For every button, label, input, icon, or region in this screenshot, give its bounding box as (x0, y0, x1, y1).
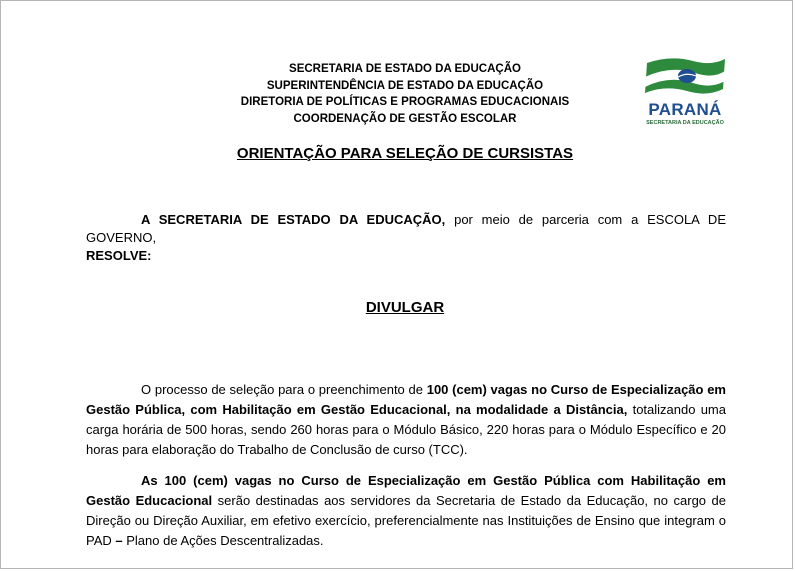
parana-logo (641, 55, 736, 133)
paragraph-vacancies (86, 471, 726, 551)
p1-text-1: O processo de seleção para o preenchimento de (141, 382, 427, 397)
section-title (1, 299, 794, 317)
intro-rest: por meio de parceria com a ESCOLA DE GOVERNO, (86, 212, 726, 245)
p1-text-2: totalizando uma carga horária de 500 horas, sendo 260 horas para o Módulo Básico, 220 horas para o Módulo Específico e 20 horas para elaboração do Trabalho de Conclusão de curso (TCC). (86, 402, 726, 457)
p2-text-2: Plano de Ações Descentralizadas. (122, 533, 324, 548)
header-line-superintendencia: SUPERINTENDÊNCIA DE ESTADO DA EDUCAÇÃO (266, 79, 544, 92)
header-line-coordenacao: COORDENAÇÃO DE GESTÃO ESCOLAR (293, 112, 517, 125)
section-title-text: DIVULGAR (365, 299, 445, 316)
document-title (1, 145, 794, 163)
header-line-diretoria: DIRETORIA DE POLÍTICAS E PROGRAMAS EDUCACIONAIS (240, 96, 570, 108)
p2-bold-1: As 100 (cem) vagas no Curso de Especialização em Gestão Pública com Habilitação em Gestão Educacional (86, 473, 726, 508)
intro-resolve: RESOLVE: (86, 248, 152, 263)
logo-subtitle: SECRETARIA DA EDUCAÇÃO (646, 120, 724, 126)
intro-bold: A SECRETARIA DE ESTADO DA EDUCAÇÃO, (141, 212, 446, 227)
p2-text-1: serão destinadas aos servidores da Secretaria de Estado da Educação, no cargo de Direção ou Direção Auxiliar, em efetivo exercício, preferencialmente nas Instituições de Ensino que integram o PAD (86, 493, 726, 548)
logo-name: PARANÁ (648, 100, 722, 119)
intro-line (86, 211, 726, 247)
p2-bold-2: – (115, 533, 123, 548)
parana-flag-icon (641, 55, 729, 101)
paragraph-selection-process (86, 380, 726, 460)
header-line-secretaria: SECRETARIA DE ESTADO DA EDUCAÇÃO (289, 63, 521, 75)
document-title-text: ORIENTAÇÃO PARA SELEÇÃO DE CURSISTAS (236, 145, 574, 162)
p1-bold-1: 100 (cem) vagas no Curso de Especialização em Gestão Pública, com Habilitação em Gestão Educacional, na modalidade a Distância, (86, 382, 726, 417)
intro-paragraph (86, 211, 726, 265)
